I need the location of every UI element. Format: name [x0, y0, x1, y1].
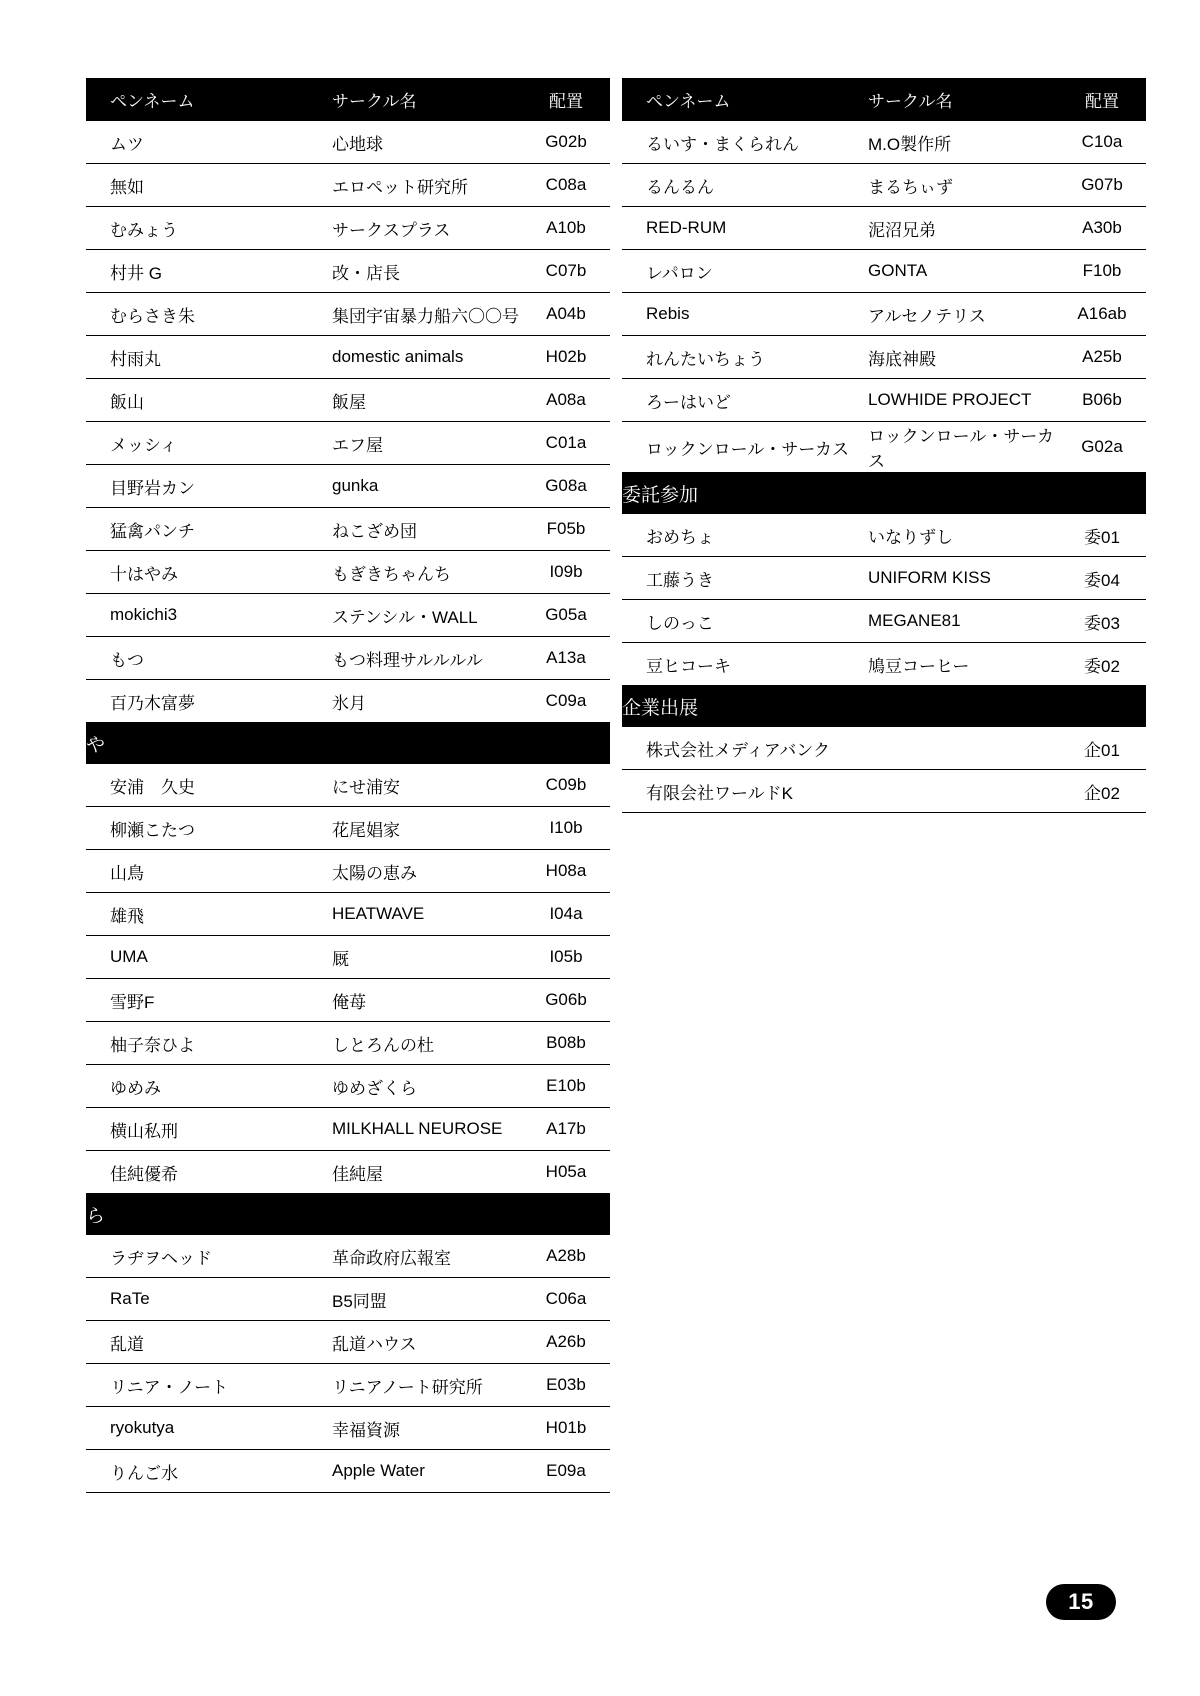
cell-circle-name: 俺苺 — [326, 979, 522, 1022]
cell-placement: C06a — [522, 1278, 610, 1321]
table-header-row — [622, 78, 1146, 121]
cell-placement: H05a — [522, 1151, 610, 1194]
cell-company-name: 株式会社メディアバンク — [622, 727, 1058, 770]
cell-placement: A13a — [522, 637, 610, 680]
cell-placement: A04b — [522, 293, 610, 336]
cell-circle-name: ロックンロール・サーカス — [862, 422, 1058, 473]
cell-circle-name: エフ屋 — [326, 422, 522, 465]
table-row — [622, 207, 1146, 250]
cell-placement: G05a — [522, 594, 610, 637]
table-row — [86, 764, 610, 807]
cell-pen-name: 豆ヒコーキ — [622, 643, 862, 686]
cell-company-name: 有限会社ワールドK — [622, 770, 1058, 813]
cell-circle-name: ステンシル・WALL — [326, 594, 522, 637]
table-row — [622, 164, 1146, 207]
cell-circle-name: M.O製作所 — [862, 121, 1058, 164]
cell-placement: E03b — [522, 1364, 610, 1407]
table-row — [622, 250, 1146, 293]
cell-placement: I05b — [522, 936, 610, 979]
header-pen-name: ペンネーム — [622, 78, 862, 121]
cell-pen-name: 横山私刑 — [86, 1108, 326, 1151]
table-row — [622, 643, 1146, 686]
cell-pen-name: 村井 G — [86, 250, 326, 293]
header-placement: 配置 — [1058, 78, 1146, 121]
cell-circle-name: リニアノート研究所 — [326, 1364, 522, 1407]
table-row — [622, 293, 1146, 336]
cell-circle-name: エロペット研究所 — [326, 164, 522, 207]
cell-placement: I04a — [522, 893, 610, 936]
cell-placement: C01a — [522, 422, 610, 465]
table-row — [86, 594, 610, 637]
cell-circle-name: B5同盟 — [326, 1278, 522, 1321]
cell-circle-name: 太陽の恵み — [326, 850, 522, 893]
cell-pen-name: ryokutya — [86, 1407, 326, 1450]
cell-placement: I10b — [522, 807, 610, 850]
cell-placement: A08a — [522, 379, 610, 422]
cell-pen-name: RED-RUM — [622, 207, 862, 250]
cell-placement: H08a — [522, 850, 610, 893]
cell-pen-name: レパロン — [622, 250, 862, 293]
cell-circle-name: サークスプラス — [326, 207, 522, 250]
cell-pen-name: RaTe — [86, 1278, 326, 1321]
table-row — [86, 637, 610, 680]
listing-columns — [86, 78, 1127, 1493]
cell-circle-name: いなりずし — [862, 514, 1058, 557]
cell-placement: H02b — [522, 336, 610, 379]
table-row — [86, 379, 610, 422]
cell-placement: G07b — [1058, 164, 1146, 207]
cell-pen-name: むらさき朱 — [86, 293, 326, 336]
cell-placement: C09a — [522, 680, 610, 723]
cell-circle-name: しとろんの杜 — [326, 1022, 522, 1065]
table-row — [86, 1065, 610, 1108]
table-row — [86, 250, 610, 293]
table-row — [86, 1321, 610, 1364]
cell-pen-name: 飯山 — [86, 379, 326, 422]
cell-circle-name: にせ浦安 — [326, 764, 522, 807]
cell-pen-name: リニア・ノート — [86, 1364, 326, 1407]
cell-placement: A10b — [522, 207, 610, 250]
table-row — [622, 379, 1146, 422]
cell-circle-name: MEGANE81 — [862, 600, 1058, 643]
cell-placement: H01b — [522, 1407, 610, 1450]
cell-placement: 企02 — [1058, 770, 1146, 813]
cell-pen-name: ラヂヲヘッド — [86, 1235, 326, 1278]
cell-pen-name: 百乃木富夢 — [86, 680, 326, 723]
cell-pen-name: ロックンロール・サーカス — [622, 422, 862, 473]
cell-circle-name: 海底神殿 — [862, 336, 1058, 379]
table-row — [86, 1278, 610, 1321]
cell-placement: C08a — [522, 164, 610, 207]
section-label: 委託参加 — [622, 473, 1146, 514]
cell-placement: F05b — [522, 508, 610, 551]
cell-placement: E09a — [522, 1450, 610, 1493]
cell-placement: 委01 — [1058, 514, 1146, 557]
cell-circle-name: domestic animals — [326, 336, 522, 379]
cell-pen-name: 乱道 — [86, 1321, 326, 1364]
table-row — [86, 1407, 610, 1450]
cell-circle-name: 飯屋 — [326, 379, 522, 422]
table-row — [86, 1235, 610, 1278]
cell-pen-name: 柚子奈ひよ — [86, 1022, 326, 1065]
section-header-ya — [86, 723, 610, 764]
cell-pen-name: 猛禽パンチ — [86, 508, 326, 551]
cell-placement: A16ab — [1058, 293, 1146, 336]
table-row — [86, 979, 610, 1022]
cell-pen-name: 柳瀬こたつ — [86, 807, 326, 850]
cell-pen-name: 雄飛 — [86, 893, 326, 936]
table-row — [622, 336, 1146, 379]
table-row — [86, 207, 610, 250]
table-row — [622, 557, 1146, 600]
cell-placement: E10b — [522, 1065, 610, 1108]
table-row — [86, 680, 610, 723]
table-row — [86, 336, 610, 379]
cell-circle-name: ねこざめ団 — [326, 508, 522, 551]
page-number-badge — [1046, 1584, 1116, 1620]
cell-placement: G02a — [1058, 422, 1146, 473]
cell-pen-name: 工藤うき — [622, 557, 862, 600]
cell-circle-name: 心地球 — [326, 121, 522, 164]
cell-pen-name: ゆめみ — [86, 1065, 326, 1108]
header-circle-name: サークル名 — [326, 78, 522, 121]
table-row — [86, 164, 610, 207]
cell-circle-name: 厩 — [326, 936, 522, 979]
cell-placement: C10a — [1058, 121, 1146, 164]
cell-circle-name: 氷月 — [326, 680, 522, 723]
cell-circle-name: もぎきちゃんち — [326, 551, 522, 594]
cell-circle-name: 幸福資源 — [326, 1407, 522, 1450]
cell-placement: A26b — [522, 1321, 610, 1364]
table-row — [86, 936, 610, 979]
table-row — [622, 770, 1146, 813]
table-row — [622, 727, 1146, 770]
cell-placement: G08a — [522, 465, 610, 508]
cell-pen-name: Rebis — [622, 293, 862, 336]
cell-circle-name: MILKHALL NEUROSE — [326, 1108, 522, 1151]
cell-placement: G02b — [522, 121, 610, 164]
table-header-row — [86, 78, 610, 121]
section-label: ら — [86, 1194, 610, 1235]
table-row — [86, 508, 610, 551]
cell-pen-name: 無如 — [86, 164, 326, 207]
cell-circle-name: ゆめざくら — [326, 1065, 522, 1108]
page-number-text: 15 — [1068, 1589, 1094, 1614]
cell-pen-name: るいす・まくられん — [622, 121, 862, 164]
cell-placement: A30b — [1058, 207, 1146, 250]
table-row — [622, 600, 1146, 643]
table-row — [86, 121, 610, 164]
header-pen-name: ペンネーム — [86, 78, 326, 121]
cell-placement: 委03 — [1058, 600, 1146, 643]
cell-circle-name: もつ料理サルルルル — [326, 637, 522, 680]
table-row — [86, 893, 610, 936]
cell-circle-name: LOWHIDE PROJECT — [862, 379, 1058, 422]
cell-pen-name: 目野岩カン — [86, 465, 326, 508]
cell-circle-name: 泥沼兄弟 — [862, 207, 1058, 250]
table-row — [86, 807, 610, 850]
table-row — [86, 551, 610, 594]
cell-placement: F10b — [1058, 250, 1146, 293]
cell-placement: G06b — [522, 979, 610, 1022]
table-row — [86, 850, 610, 893]
cell-circle-name: 佳純屋 — [326, 1151, 522, 1194]
table-row — [86, 1364, 610, 1407]
right-listing-table — [622, 78, 1146, 813]
cell-pen-name: メッシィ — [86, 422, 326, 465]
cell-circle-name: 革命政府広報室 — [326, 1235, 522, 1278]
section-label: や — [86, 723, 610, 764]
table-row — [86, 465, 610, 508]
left-column — [86, 78, 587, 1493]
cell-placement: 企01 — [1058, 727, 1146, 770]
left-listing-table — [86, 78, 610, 1493]
cell-pen-name: むみょう — [86, 207, 326, 250]
cell-pen-name: おめちょ — [622, 514, 862, 557]
section-header-ra — [86, 1194, 610, 1235]
cell-circle-name: Apple Water — [326, 1450, 522, 1493]
cell-pen-name: しのっこ — [622, 600, 862, 643]
cell-circle-name: 花尾娼家 — [326, 807, 522, 850]
section-label: 企業出展 — [622, 686, 1146, 727]
cell-circle-name: UNIFORM KISS — [862, 557, 1058, 600]
cell-circle-name: まるちぃず — [862, 164, 1058, 207]
cell-circle-name: 集団宇宙暴力船六〇〇号 — [326, 293, 522, 336]
table-row — [86, 293, 610, 336]
cell-pen-name: 安浦 久史 — [86, 764, 326, 807]
section-header-itaku — [622, 473, 1146, 514]
cell-pen-name: ムツ — [86, 121, 326, 164]
section-header-kigyo — [622, 686, 1146, 727]
cell-placement: 委02 — [1058, 643, 1146, 686]
cell-circle-name: 改・店長 — [326, 250, 522, 293]
table-row — [86, 1450, 610, 1493]
cell-circle-name: 鳩豆コーヒー — [862, 643, 1058, 686]
cell-placement: B08b — [522, 1022, 610, 1065]
cell-pen-name: りんご水 — [86, 1450, 326, 1493]
cell-circle-name: GONTA — [862, 250, 1058, 293]
right-column — [622, 78, 1127, 1493]
cell-pen-name: れんたいちょう — [622, 336, 862, 379]
cell-placement: I09b — [522, 551, 610, 594]
cell-placement: B06b — [1058, 379, 1146, 422]
cell-pen-name: 佳純優希 — [86, 1151, 326, 1194]
table-row — [622, 514, 1146, 557]
cell-pen-name: 十はやみ — [86, 551, 326, 594]
cell-pen-name: るんるん — [622, 164, 862, 207]
table-row — [86, 1108, 610, 1151]
table-row — [86, 1151, 610, 1194]
cell-pen-name: ろーはいど — [622, 379, 862, 422]
cell-pen-name: 山鳥 — [86, 850, 326, 893]
cell-placement: A28b — [522, 1235, 610, 1278]
table-row — [622, 422, 1146, 473]
cell-placement: A25b — [1058, 336, 1146, 379]
cell-pen-name: mokichi3 — [86, 594, 326, 637]
header-circle-name: サークル名 — [862, 78, 1058, 121]
cell-circle-name: アルセノテリス — [862, 293, 1058, 336]
cell-pen-name: 村雨丸 — [86, 336, 326, 379]
table-row — [86, 422, 610, 465]
cell-pen-name: UMA — [86, 936, 326, 979]
cell-placement: A17b — [522, 1108, 610, 1151]
table-row — [86, 1022, 610, 1065]
cell-placement: C09b — [522, 764, 610, 807]
header-placement: 配置 — [522, 78, 610, 121]
cell-circle-name: 乱道ハウス — [326, 1321, 522, 1364]
cell-placement: 委04 — [1058, 557, 1146, 600]
cell-pen-name: もつ — [86, 637, 326, 680]
cell-circle-name: HEATWAVE — [326, 893, 522, 936]
cell-placement: C07b — [522, 250, 610, 293]
cell-circle-name: gunka — [326, 465, 522, 508]
table-row — [622, 121, 1146, 164]
cell-pen-name: 雪野F — [86, 979, 326, 1022]
